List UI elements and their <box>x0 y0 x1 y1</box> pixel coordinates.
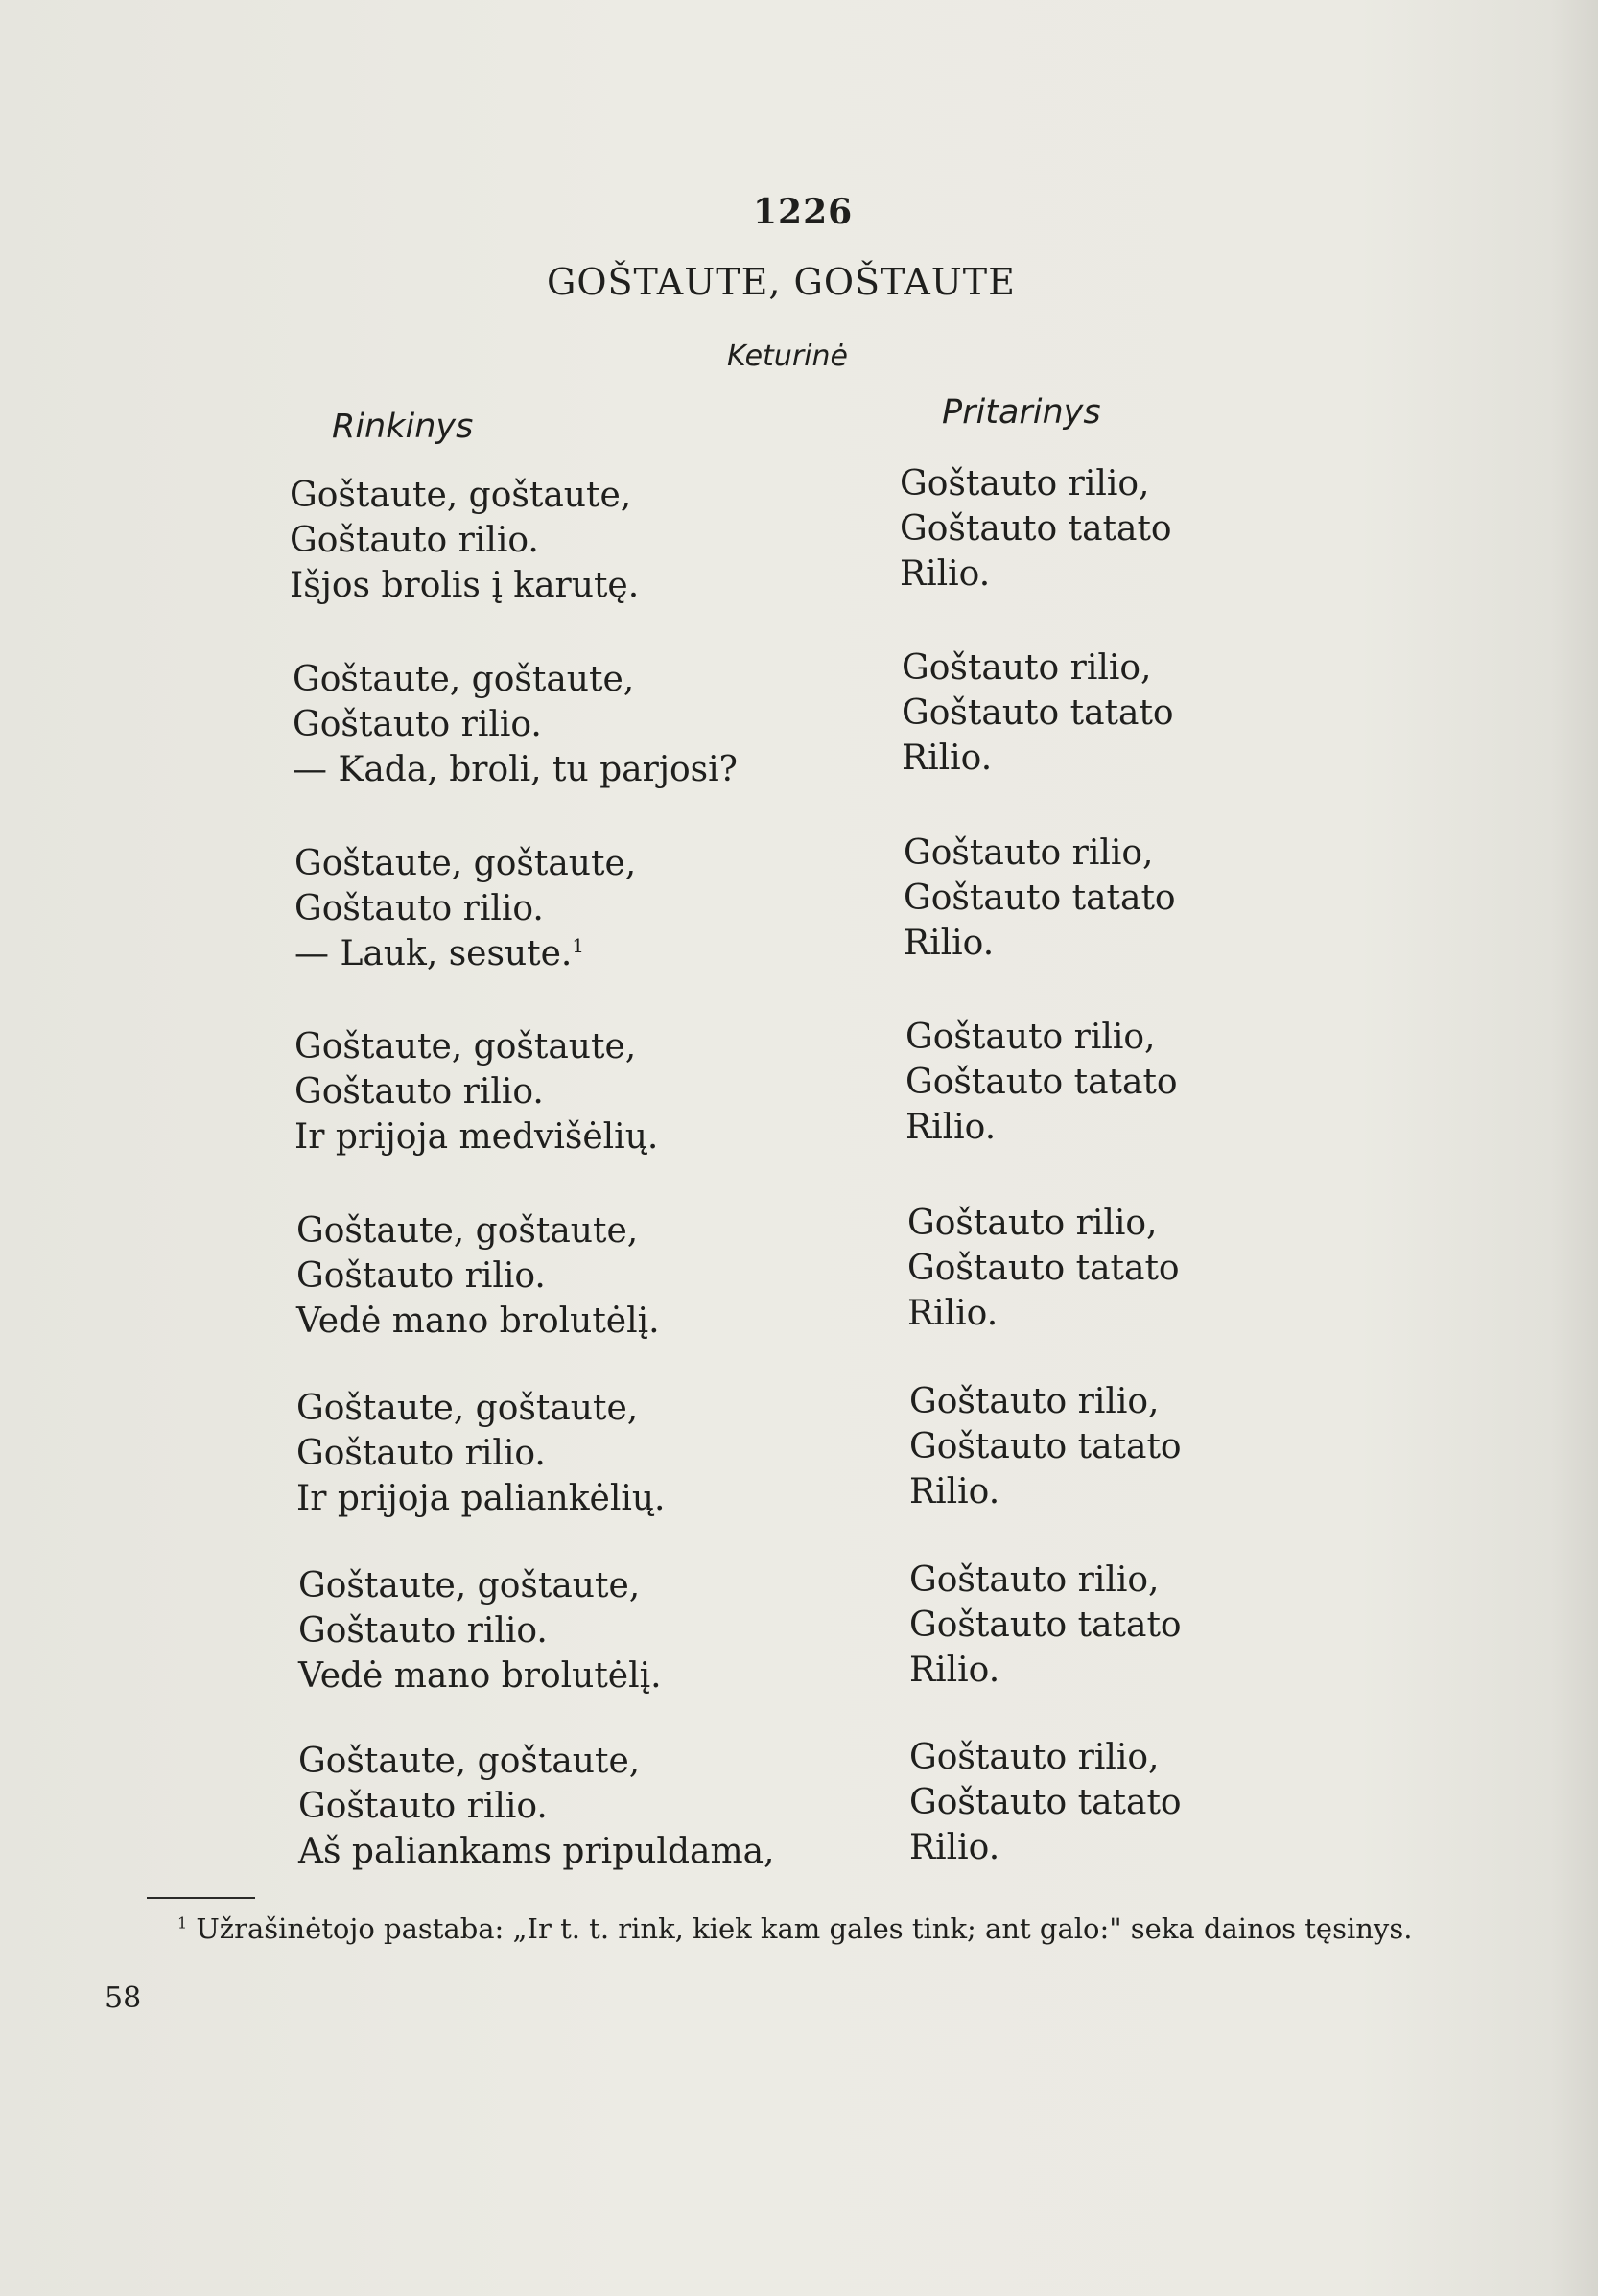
refrain-line: Goštauto rilio, <box>909 1382 1160 1421</box>
stanza-left-5 <box>296 1208 660 1344</box>
refrain-line: Rilio. <box>904 924 995 963</box>
stanza-left-1 <box>290 473 639 608</box>
refrain-line: Goštauto rilio, <box>902 648 1152 688</box>
stanza-left-4 <box>294 1024 658 1160</box>
refrain-line: Rilio. <box>907 1294 999 1333</box>
verse-line: Goštaute, goštaute, <box>293 660 635 699</box>
stanza-left-2 <box>293 657 738 792</box>
stanza-right-8 <box>909 1735 1182 1870</box>
verse-line: Goštauto rilio. <box>293 705 542 744</box>
verse-line: Išjos brolis į karutę. <box>290 566 640 605</box>
stanza-right-1 <box>900 461 1172 597</box>
verse-line: Goštauto rilio. <box>298 1611 548 1651</box>
song-subtitle: Keturinė <box>727 340 848 373</box>
stanza-left-8 <box>298 1739 775 1874</box>
stanza-right-5 <box>907 1201 1180 1336</box>
footnote-marker: 1 <box>177 1913 188 1933</box>
verse-line: Goštauto rilio. <box>296 1256 546 1296</box>
stanza-left-3 <box>294 841 636 976</box>
verse-line: Goštauto rilio. <box>294 1072 544 1112</box>
refrain-line: Goštauto tatato <box>909 1605 1182 1645</box>
verse-line: Goštaute, goštaute, <box>294 1027 637 1066</box>
refrain-line: Goštauto rilio, <box>904 833 1154 873</box>
verse-line: Aš paliankams pripuldama, <box>298 1832 775 1871</box>
refrain-line: Goštauto rilio, <box>900 464 1150 504</box>
refrain-line: Goštauto tatato <box>909 1427 1182 1466</box>
verse-line: Goštauto rilio. <box>298 1787 548 1826</box>
verse-text: — Lauk, sesute. <box>294 934 573 973</box>
verse-line: Goštaute, goštaute, <box>298 1566 641 1605</box>
song-title: GOŠTAUTE, GOŠTAUTE <box>547 261 1016 303</box>
refrain-line: Goštauto tatato <box>909 1783 1182 1822</box>
refrain-line: Goštauto tatato <box>904 879 1176 918</box>
footnote-divider <box>147 1897 255 1899</box>
refrain-line: Goštauto rilio, <box>905 1018 1156 1057</box>
stanza-right-6 <box>909 1379 1182 1514</box>
footnote <box>177 1912 1412 1945</box>
stanza-right-3 <box>904 831 1176 966</box>
verse-line: Goštaute, goštaute, <box>290 476 632 515</box>
refrain-line: Rilio. <box>902 738 993 778</box>
footnote-text: Užrašinėtojo pastaba: „Ir t. t. rink, kiek kam gales tink; ant galo:" seka dainos tęsinys. <box>196 1912 1413 1945</box>
verse-line: Goštaute, goštaute, <box>298 1742 641 1781</box>
verse-line: Vedė mano brolutėlį. <box>296 1301 660 1341</box>
refrain-line: Goštauto tatato <box>900 509 1172 549</box>
refrain-line: Goštauto rilio, <box>909 1560 1160 1600</box>
refrain-line: Goštauto rilio, <box>907 1204 1158 1243</box>
verse-line: Goštauto rilio. <box>294 889 544 928</box>
refrain-line: Rilio. <box>909 1472 1000 1511</box>
footnote-reference: 1 <box>572 935 584 957</box>
stanza-right-4 <box>905 1015 1178 1150</box>
refrain-line: Goštauto rilio, <box>909 1738 1160 1777</box>
verse-line: Ir prijoja medvišėlių. <box>294 1117 659 1157</box>
stanza-right-2 <box>902 645 1174 781</box>
verse-line: — Kada, broli, tu parjosi? <box>293 750 738 789</box>
verse-line: Goštauto rilio. <box>290 521 539 560</box>
song-number: 1226 <box>753 192 854 232</box>
refrain-line: Rilio. <box>909 1828 1000 1867</box>
refrain-line: Goštauto tatato <box>902 693 1174 733</box>
stanza-left-6 <box>296 1386 666 1521</box>
column-heading-rinkinys: Rinkinys <box>332 408 474 446</box>
column-heading-pritarinys: Pritarinys <box>942 393 1101 432</box>
stanza-right-7 <box>909 1558 1182 1693</box>
verse-line: Goštaute, goštaute, <box>294 844 637 883</box>
refrain-line: Rilio. <box>909 1651 1000 1690</box>
refrain-line: Rilio. <box>900 554 991 594</box>
page-number: 58 <box>105 1981 142 2015</box>
refrain-line: Goštauto tatato <box>907 1249 1180 1288</box>
verse-line: Vedė mano brolutėlį. <box>298 1656 662 1696</box>
refrain-line: Goštauto tatato <box>905 1063 1178 1102</box>
verse-line <box>294 931 636 976</box>
verse-line: Goštaute, goštaute, <box>296 1389 639 1428</box>
stanza-left-7 <box>298 1563 662 1699</box>
verse-line: Goštauto rilio. <box>296 1434 546 1473</box>
verse-line: Goštaute, goštaute, <box>296 1211 639 1251</box>
refrain-line: Rilio. <box>905 1108 997 1147</box>
verse-line: Ir prijoja paliankėlių. <box>296 1479 666 1518</box>
